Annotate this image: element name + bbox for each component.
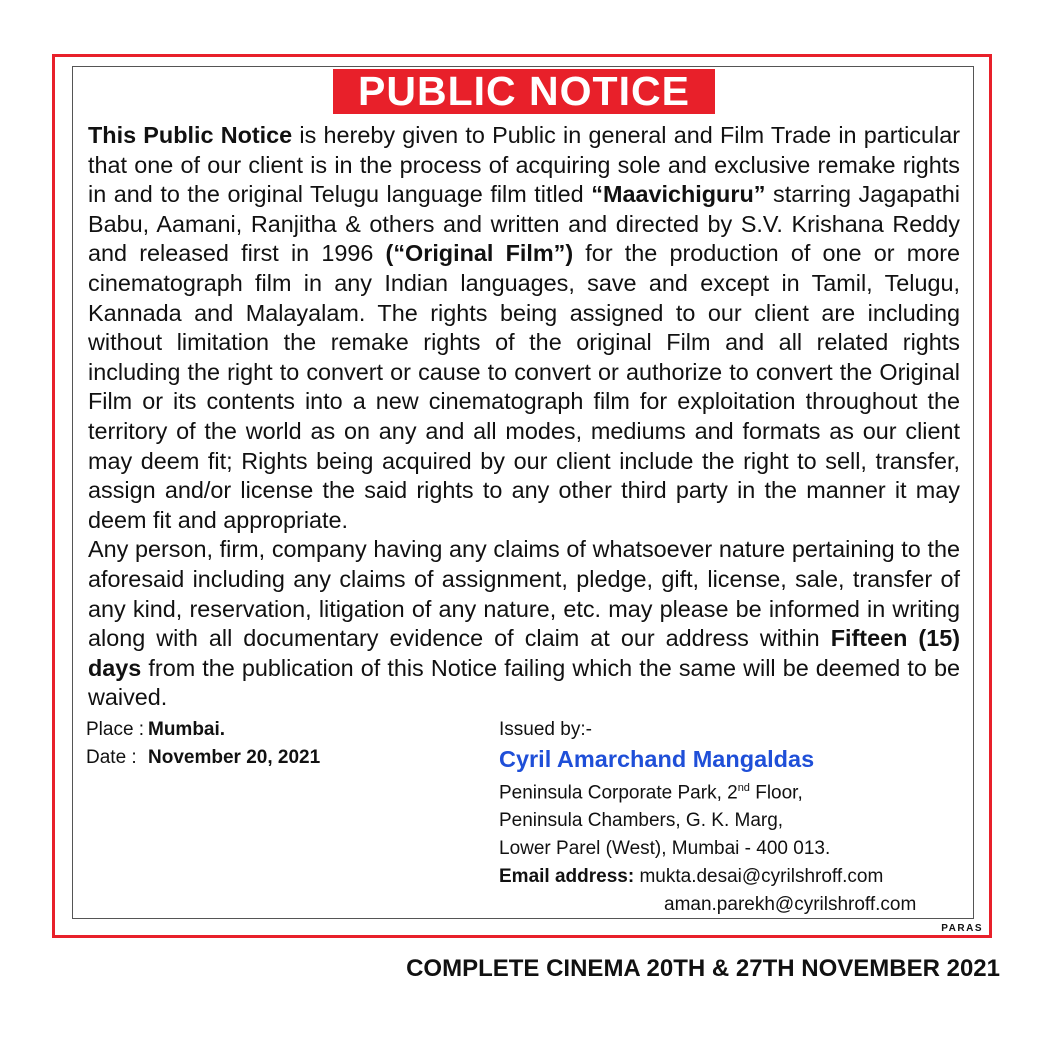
email-link-2[interactable]: aman.parekh@cyrilshroff.com <box>664 894 917 916</box>
original-film-term: (“Original Film”) <box>385 240 574 267</box>
address-line-2: Peninsula Chambers, G. K. Marg, <box>499 810 784 832</box>
issuer-block <box>499 716 916 919</box>
address-line-3: Lower Parel (West), Mumbai - 400 013. <box>499 838 831 860</box>
notice-text: Any person, firm, company having any claims of whatsoever nature pertaining to the aforesaid including any claims of assignment, pledge, gift, license, sale, transfer of any kind, reservation, litigation of any nature, etc. may please be informed in writing along with all documentary evidence of claim at our address within <box>88 536 960 652</box>
notice-paragraph-2 <box>88 535 960 713</box>
place-date-block <box>86 716 320 772</box>
claim-period: Fifteen (15) days <box>88 625 961 681</box>
email-link-1[interactable]: mukta.desai@cyrilshroff.com <box>639 866 884 888</box>
notice-body <box>88 121 960 713</box>
issued-by-label: Issued by:- <box>499 719 592 740</box>
email-row <box>499 863 916 891</box>
notice-text: from the publication of this Notice failing which the same will be deemed to be waived. <box>88 654 960 711</box>
agency-tag: PARAS <box>941 923 983 934</box>
notice-text: is hereby given to Public in general and Film Trade in particular that one of our client is in the process of acquiring sole and exclusive remake rights in and to the original Telugu language film titled <box>88 122 960 208</box>
address-line-1-end: Floor, <box>749 782 803 804</box>
publication-footer: COMPLETE CINEMA 20TH & 27TH NOVEMBER 2021 <box>406 955 1000 982</box>
email-label: Email address: <box>499 866 635 888</box>
address-line-1 <box>499 774 916 807</box>
date-label: Date : <box>86 747 137 768</box>
ordinal-suffix: nd <box>737 782 750 794</box>
date-value: November 20, 2021 <box>148 747 321 768</box>
place-row <box>86 716 320 744</box>
notice-lead-bold: This Public Notice <box>88 122 293 148</box>
notice-text: starring Jagapathi Babu, Aamani, Ranjitha & others and written and directed by S.V. Krishana Reddy and released first in 1996 <box>88 181 960 267</box>
notice-paragraph-1 <box>88 121 960 535</box>
film-title: “Maavichiguru” <box>591 181 766 208</box>
address-line-1-text: Peninsula Corporate Park, 2 <box>499 782 738 804</box>
firm-name: Cyril Amarchand Mangaldas <box>499 746 815 772</box>
date-row <box>86 744 320 772</box>
place-label: Place : <box>86 719 145 740</box>
notice-title: PUBLIC NOTICE <box>333 69 715 114</box>
place-value: Mumbai. <box>148 719 226 740</box>
notice-text: for the production of one or more cinematograph film in any Indian languages, save and except in Tamil, Telugu, Kannada and Malayalam. The rights being assigned to our client are including without limitation the remake rights of the original Film and all related rights including the right to convert or cause to convert or authorize to convert the Original Film or its contents into a new cinematograph film for exploitation throughout the territory of the world as on any and all modes, mediums and formats as our client may deem fit; Rights being acquired by our client include the right to sell, transfer, assign and/or license the said rights to any other third party in the manner it may deem fit and appropriate. <box>88 240 960 533</box>
